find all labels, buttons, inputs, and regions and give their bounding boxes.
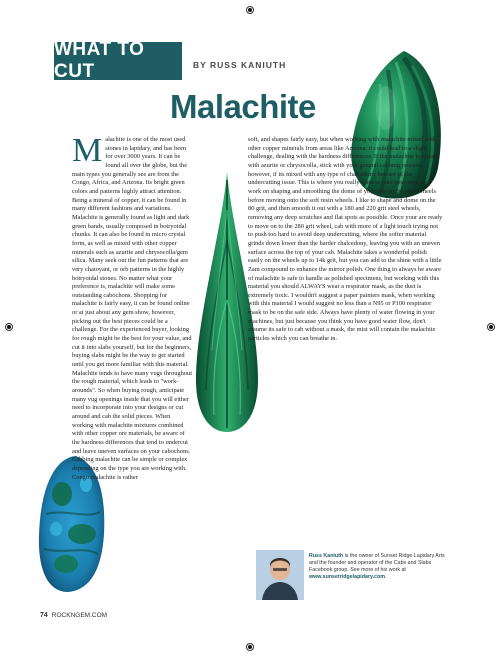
author-photo [256,550,304,600]
author-name: Russ Kaniuth [309,553,344,559]
author-bio-text [309,553,452,581]
section-kicker-label: WHAT TO CUT [54,39,145,82]
page-folio [40,612,107,619]
section-kicker [54,39,182,82]
registration-mark-right [486,322,496,332]
byline: BY RUSS KANIUTH [193,60,287,70]
author-website-link[interactable]: www.sunsetridgelapidary.com [309,574,385,580]
author-bio-end: . [384,574,387,580]
author-bio-body: is the owner of Sunset Ridge Lapidary Arts and the founder and operator of the Cabs and Slabs Facebook group. See more of his work at [309,553,445,573]
article-column-2: soft, and shapes fairly easy, but when working with malachite mixed with other copper minerals from areas like Arizona, it could lead to a slight challenge, dealing with the hardness differences. If the malachite is mixed with azurite or chrysocolla, stick with your general cabbing process, however, if its mixed with any type of chalcedony beware of the undercutting issue. This is where you really want to take your time and work on shaping and smoothing the dome of your cab on the steel wheels before moving onto the soft resin wheels. I like to shape and dome on the 80 grit, and then smooth it out with a 180 and 220 grit steel wheels, removing any deep scratches and flat spots as possible. Once your are ready to move on to the 280 grit wheel, cab with more of a light touch trying not to push too hard to avoid deep undercutting, where the softer material grinds down lower than the harder chalcedony, leaving you with an uneven surface across the top of your cab. Malachite takes a wonderful polish easily on the wheels up to 14k grit, but you can add to the shine with a little Zam compound to enhance the mirror polish. One thing to always be aware of malachite is safe to handle as polished specimens, but working with this material you should ALWAYS wear a respirator mask, as the dust is extremely toxic. I wouldn't suggest a paper painters mask, when working with this material I would suggest no less than a N95 or P100 respirator mask to be on the safe side. Always have plenty of water flowing in your machines, but just because you think you have good water flow, don't assume its safe to cab without a mask, the mist will contain the malachite particles which you can breathe in. [248,136,443,343]
registration-mark-top [245,5,255,15]
article-column-1-text: alachite is one of the most used stones in lapidary, and has been for over 3000 years. It can be found all over the globe, but the main types you generally see are from the Congo, Africa, and Arizona. Its bright green colors and patterns highly attract attention. Being a mineral of copper, it can be found in many different fashions and variations. Malachite is generally found as light and dark green bands, usually composed in botryoidal chunks. It can also be found in micro crystal form, as well as mixed with other copper minerals such as azurite and chrysocolla/gem silica. Many seek out the fun patterns that are very chatoyant, or orb patterns in the highly botryoidal stones. No matter what your preference is, malachite will make some outstanding cabochons. Shopping for malachite is fairly easy, it can be found online or at just about any gem show, however, picking out the best pieces could be a challenge. For the experienced buyer, looking for rough might be the best for your value, and cut it into slabs yourself, but for the beginners, buying slabs might be the way to get started until you get more familiar with this material. Malachite tends to have many vugs throughout the rough material, which leads to "work-arounds". So when buying rough, anticipate many vug openings inside that you will either need to incorporate into your designs or cut around and cab the solid pieces. When working with malachite mixtures combined with other copper ore materials, be aware of the hardness differences that tend to undercut and leave uneven surfaces on your cabochons. Cabbing malachite can be simple or complex depending on the type you are working with. Congo malachite is rather [72,136,192,481]
author-portrait-icon [256,550,304,600]
article-title: Malachite [170,88,316,125]
article-column-1 [72,132,192,482]
registration-mark-left [4,322,14,332]
drop-cap: M [72,132,103,169]
page-number: 74 [40,612,48,619]
author-bio [256,550,452,600]
registration-mark-bottom [245,642,255,652]
site-name: ROCKNGEM.COM [51,612,108,619]
